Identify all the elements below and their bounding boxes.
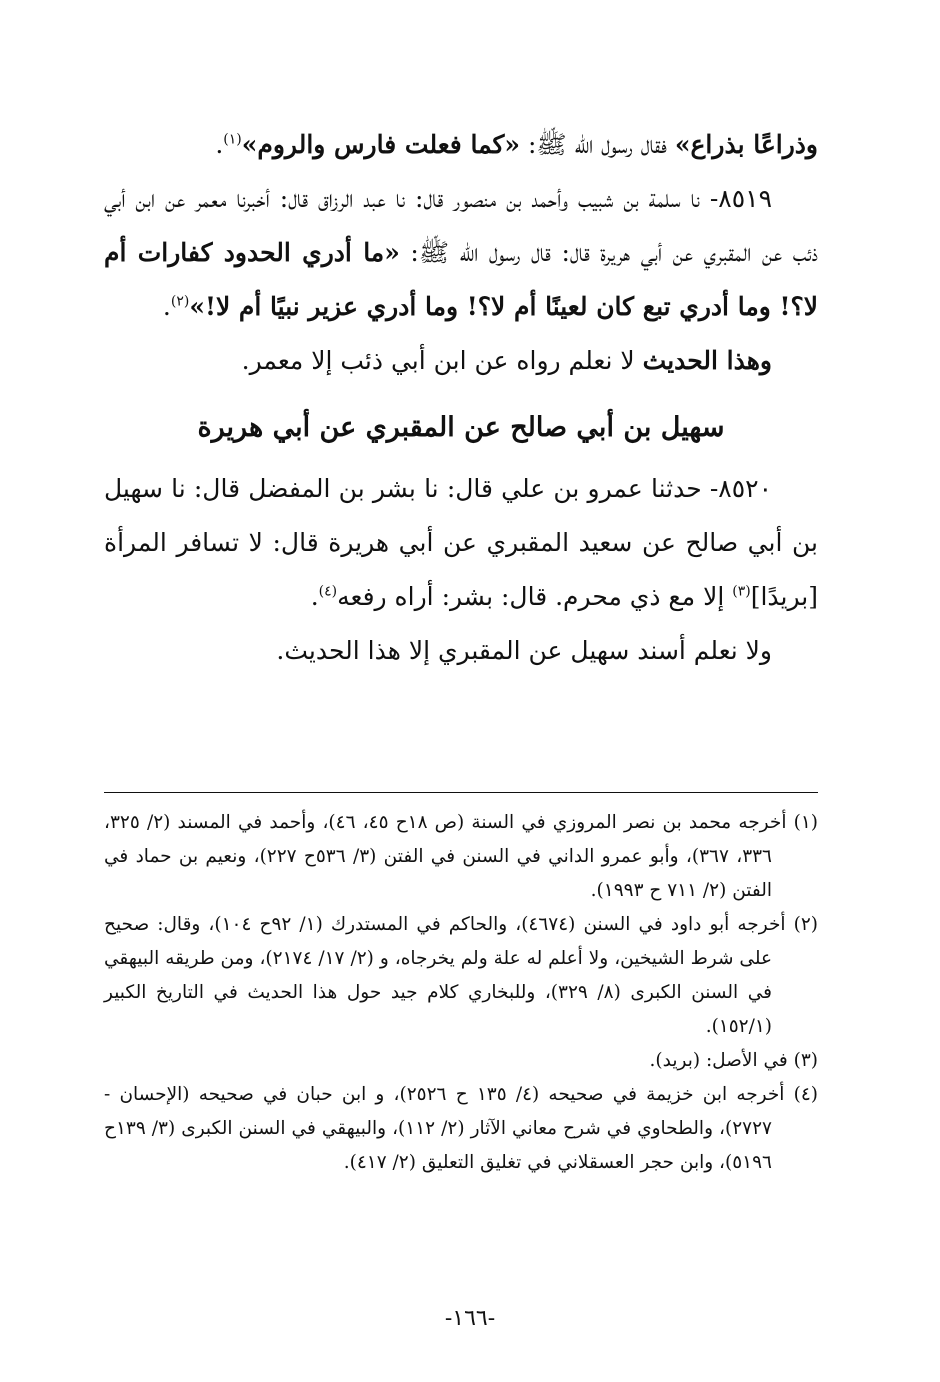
footnote-1: (١) أخرجه محمد بن نصر المروزي في السنة (ص ١٨ح ٤٥، ٤٦)، وأحمد في المسند (٢/ ٣٢٥، ٣٣٦، ٣٦٧)، وأبو عمرو الداني في السنن في الفتن (٣/ ٥٣٦ح ٢٢٧)، ونعيم بن حماد في الفتن (٢/ ٧١١ ح ١٩٩٣). xyxy=(104,812,819,901)
paragraph-closing: ولا نعلم أسند سهيل عن المقبري إلا هذا الحديث. xyxy=(276,636,772,665)
footnote-3: (٣) في الأصل: (بريد). xyxy=(649,1050,818,1071)
footnote-2: (٢) أخرجه أبو داود في السنن (٤٦٧٤)، والحاكم في المستدرك (١/ ٩٢ح ١٠٤)، وقال: صحيح على شرط الشيخين، ولا أعلم له علة ولم يخرجاه، و (٢/ ١٧/ ٢١٧٤)، ومن طريقه البيهقي في السنن الكبرى (٨/ ٣٢٩)، وللبخاري كلام جيد حول هذا الحديث في التاريخ الكبير (١٥٢/١). xyxy=(104,914,818,1037)
hadith-quote: «ما أدري الحدود كفارات أم لا؟! وما أدري تبع كان لعينًا أم لا؟! وما أدري عزير نبيًا أم لا!» xyxy=(104,238,818,321)
isnad-text: ٨٥٢٠- حدثنا عمرو بن علي قال: نا بشر بن المفضل قال: نا سهيل بن أبي صالح عن سعيد المقبري عن أبي هريرة قال: لا تسافر المرأة [بريدًا] xyxy=(104,474,818,611)
footnotes xyxy=(104,806,818,1180)
paragraph-1 xyxy=(104,118,818,172)
plain-text: لا نعلم رواه عن ابن أبي ذئب إلا معمر. xyxy=(241,346,643,375)
footnote-ref-1[interactable]: (١) xyxy=(223,131,242,148)
punctuation: . xyxy=(162,292,171,321)
hadith-8520 xyxy=(104,462,818,624)
punctuation: . xyxy=(310,582,319,611)
plain-text: إلا مع ذي محرم. قال: بشر: أراه رفعه xyxy=(337,582,733,611)
punctuation: . xyxy=(215,130,224,159)
hadith-8519 xyxy=(104,172,818,334)
footnote-ref-4[interactable]: (٤) xyxy=(318,583,338,600)
bold-text: وذراعًا بذراع» xyxy=(674,130,818,159)
paragraph-comment xyxy=(104,334,818,388)
main-text xyxy=(104,118,818,678)
isnad-text: ٨٥١٩- نا سلمة بن شبيب وأحمد بن منصور قال: نا عبد الرزاق قال: أخبرنا معمر عن ابن أبي ذئب عن المقبري عن أبي هريرة قال: قال رسول الله ﷺ: xyxy=(104,184,818,267)
section-heading: سهيل بن أبي صالح عن المقبري عن أبي هريرة xyxy=(197,412,725,443)
plain-text: فقال رسول الله ﷺ: xyxy=(520,130,675,159)
footnote-4: (٤) أخرجه ابن خزيمة في صحيحه (٤/ ١٣٥ ح ٢٥٢٦)، و ابن حبان في صحيحه (الإحسان - ٢٧٢٧)، والطحاوي في شرح معاني الآثار (٢/ ١١٢)، والبيهقي في السنن الكبرى (٣/ ١٣٩ح ٥١٩٦)، وابن حجر العسقلاني في تغليق التعليق (٢/ ٤١٧). xyxy=(104,1084,819,1173)
footnote-divider xyxy=(104,792,818,793)
page-number: -١٦٦- xyxy=(444,1306,496,1331)
bold-text: وهذا الحديث xyxy=(642,346,772,375)
footnote-ref-2[interactable]: (٢) xyxy=(170,293,190,310)
hadith-quote: «كما فعلت فارس والروم» xyxy=(241,130,521,159)
footnote-ref-3[interactable]: (٣) xyxy=(732,583,751,600)
